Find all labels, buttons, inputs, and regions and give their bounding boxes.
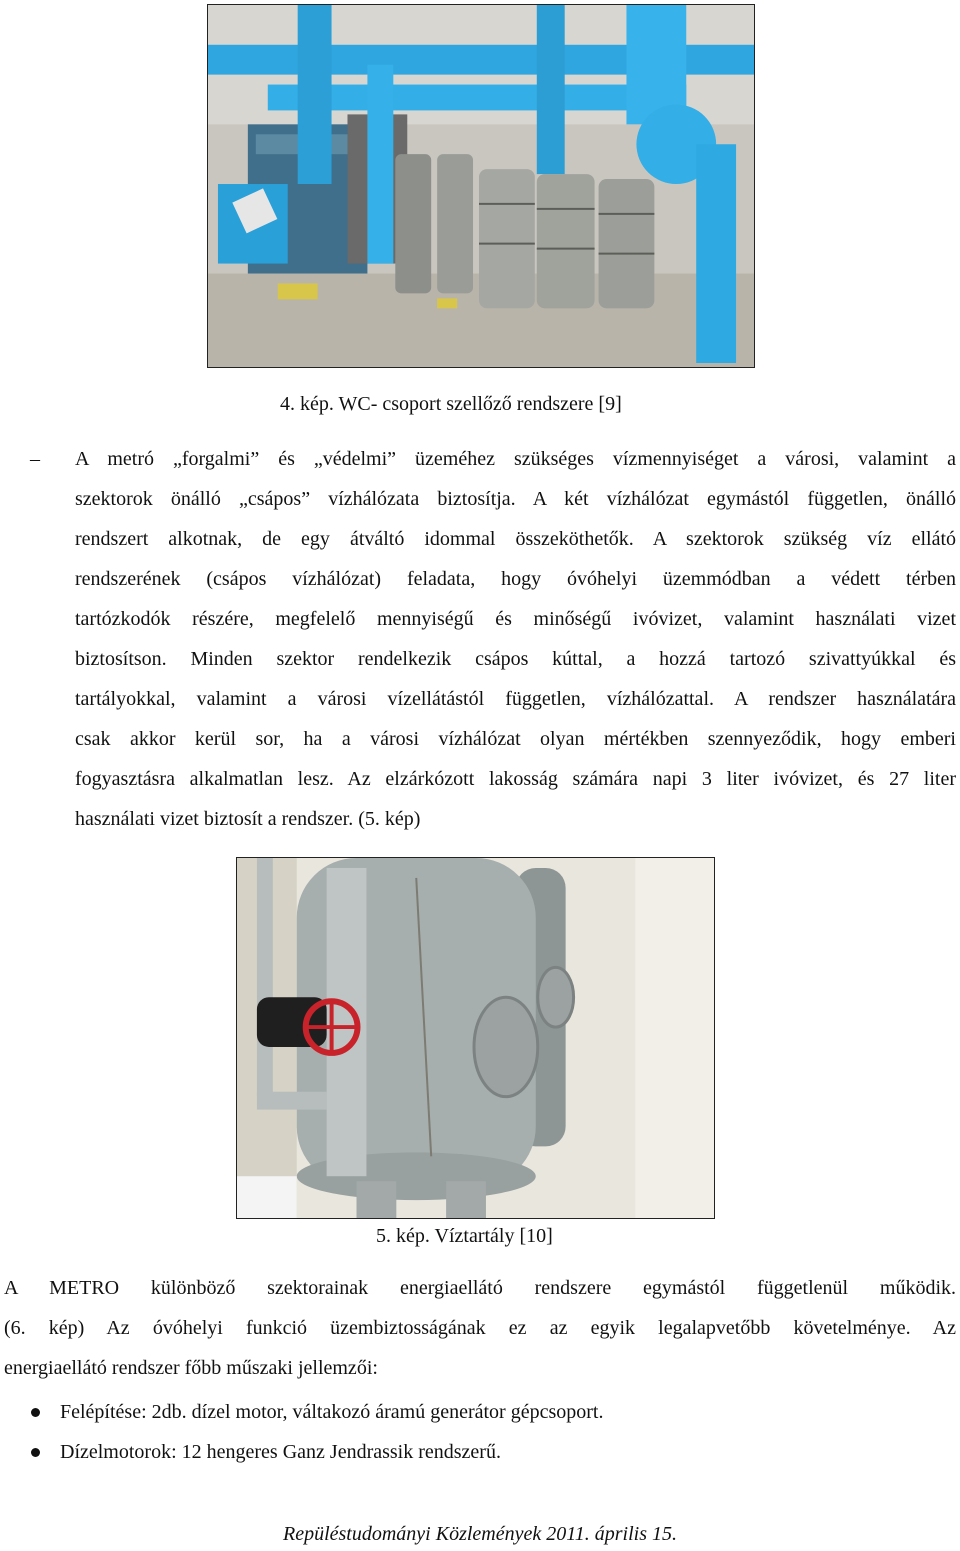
paragraph-line: szektorok önálló „csápos” vízhálózata biztosítja. A két vízhálózat egymástól független, önálló bbox=[75, 488, 956, 510]
paragraph-line: biztosítson. Minden szektor rendelkezik csápos kúttal, a hozzá tartozó szivattyúkkal és bbox=[75, 648, 956, 670]
paragraph-line: A METRO különböző szektorainak energiaellátó rendszere egymástól függetlenül működik. bbox=[4, 1277, 956, 1299]
paragraph-line: tartályokkal, valamint a városi vízellátástól független, vízhálózattal. A rendszer használatára bbox=[75, 688, 956, 710]
paragraph-line: csak akkor kerül sor, ha a városi vízhálózat olyan mértékben szennyeződik, hogy emberi bbox=[75, 728, 956, 750]
bullet-dot-icon bbox=[31, 1448, 40, 1457]
figure-4-caption: 4. kép. WC- csoport szellőző rendszere [9] bbox=[280, 393, 622, 415]
paragraph-line: fogyasztásra alkalmatlan lesz. Az elzárkózott lakosság számára napi 3 liter ivóvizet, és 27 liter bbox=[75, 768, 956, 790]
paragraph-line: tartózkodók részére, megfelelő mennyiségű és minőségű ivóvizet, valamint használati vizet bbox=[75, 608, 956, 630]
list-item-text: Dízelmotorok: 12 hengeres Ganz Jendrassik rendszerű. bbox=[60, 1441, 501, 1463]
ventilation-system-image bbox=[208, 5, 754, 367]
paragraph-water-supply bbox=[75, 439, 956, 839]
list-item bbox=[0, 1392, 960, 1432]
list-item-text: Felépítése: 2db. dízel motor, váltakozó áramú generátor gépcsoport. bbox=[60, 1401, 604, 1423]
paragraph-line: használati vizet biztosít a rendszer. (5. kép) bbox=[75, 808, 421, 830]
figure-5-caption: 5. kép. Víztartály [10] bbox=[376, 1225, 553, 1247]
paragraph-line: A metró „forgalmi” és „védelmi” üzeméhez szükséges vízmennyiséget a városi, valamint a bbox=[75, 448, 956, 470]
bullet-dot-icon bbox=[31, 1408, 40, 1417]
paragraph-line: rendszerének (csápos vízhálózat) feladata, hogy óvóhelyi üzemmódban a védett térben bbox=[75, 568, 956, 590]
list-dash-marker: – bbox=[30, 448, 40, 470]
paragraph-line: rendszert alkotnak, de egy átváltó idommal összeköthetők. A szektorok szükség víz ellátó bbox=[75, 528, 956, 550]
water-tank-image bbox=[237, 858, 714, 1218]
paragraph-line: energiaellátó rendszer főbb műszaki jellemzői: bbox=[4, 1357, 378, 1379]
figure-4-photo bbox=[207, 4, 755, 368]
paragraph-energy-supply bbox=[4, 1268, 956, 1388]
list-item bbox=[0, 1432, 960, 1472]
figure-5-photo bbox=[236, 857, 715, 1219]
page-footer: Repüléstudományi Közlemények 2011. április 15. bbox=[282, 1523, 677, 1545]
paragraph-line: (6. kép) Az óvóhelyi funkció üzembiztosságának ez az egyik legalapvetőbb követelménye. Az bbox=[4, 1317, 956, 1339]
